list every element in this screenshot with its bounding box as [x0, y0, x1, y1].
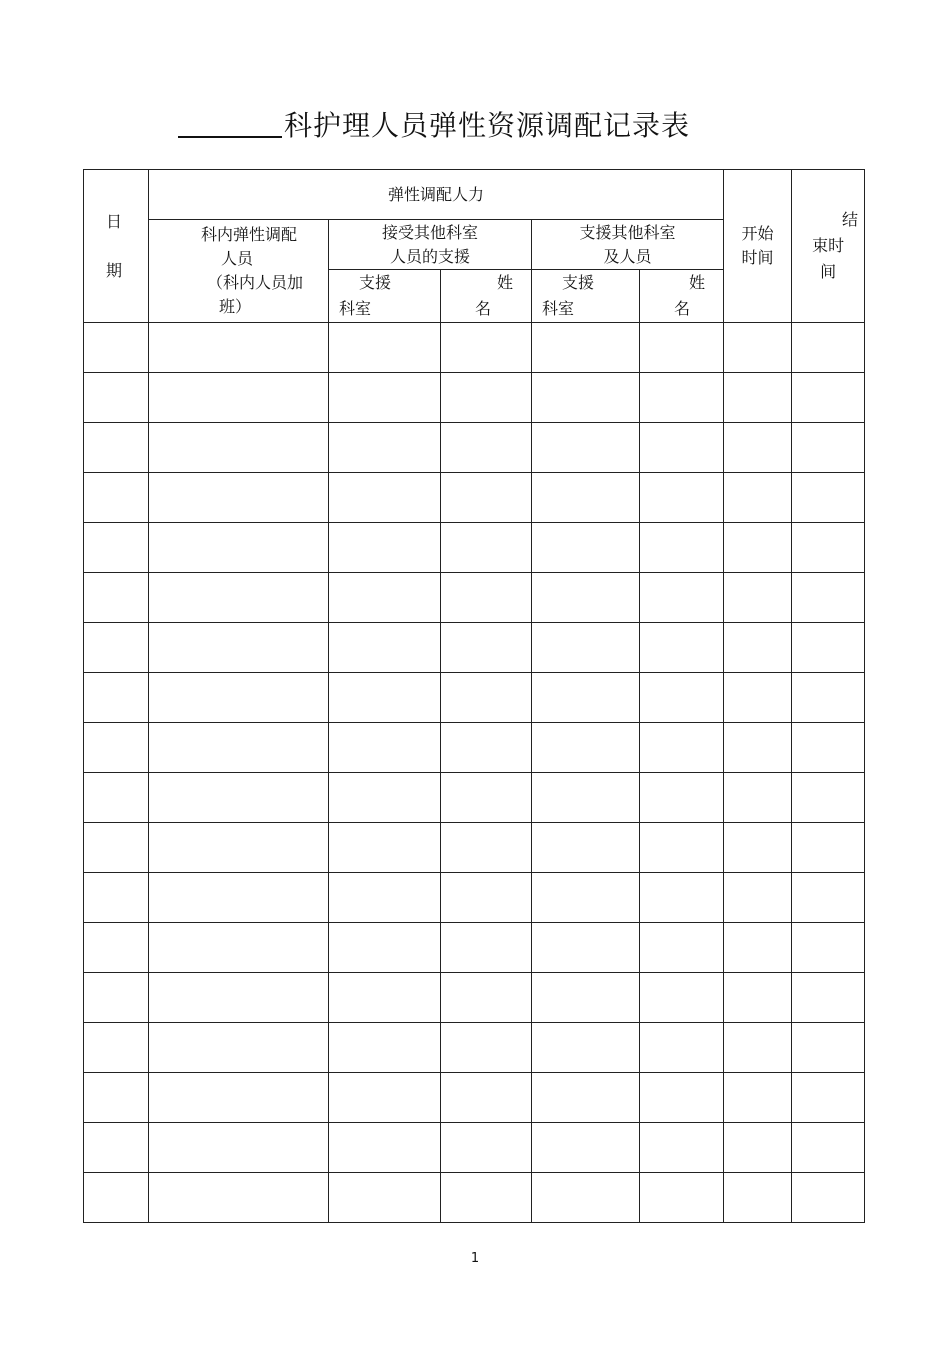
cell-give-dept[interactable] [532, 623, 640, 673]
cell-receive-dept[interactable] [329, 1023, 441, 1073]
table-row [84, 373, 865, 423]
cell-give-name[interactable] [640, 323, 724, 373]
cell-start-time[interactable] [724, 673, 792, 723]
cell-receive-dept[interactable] [329, 923, 441, 973]
cell-give-dept[interactable] [532, 1073, 640, 1123]
cell-end-time[interactable] [792, 423, 865, 473]
cell-give-name[interactable] [640, 1173, 724, 1223]
cell-date[interactable] [84, 973, 149, 1023]
cell-internal-staff[interactable] [149, 623, 329, 673]
cell-internal-staff[interactable] [149, 523, 329, 573]
cell-internal-staff[interactable] [149, 473, 329, 523]
cell-internal-staff[interactable] [149, 1073, 329, 1123]
cell-receive-name[interactable] [441, 1173, 532, 1223]
cell-date[interactable] [84, 723, 149, 773]
header-support-dept-line: 支援 [359, 273, 392, 292]
table-row [84, 773, 865, 823]
cell-start-time[interactable] [724, 973, 792, 1023]
cell-date[interactable] [84, 773, 149, 823]
cell-date[interactable] [84, 873, 149, 923]
header-start-time-line: 开始 [741, 224, 774, 243]
cell-start-time[interactable] [724, 1173, 792, 1223]
cell-receive-name[interactable] [441, 373, 532, 423]
cell-end-time[interactable] [792, 323, 865, 373]
cell-date[interactable] [84, 423, 149, 473]
header-support-dept-receive [329, 270, 441, 323]
cell-internal-staff[interactable] [149, 323, 329, 373]
header-name-give [640, 270, 724, 323]
table-row [84, 323, 865, 373]
cell-receive-name[interactable] [441, 1073, 532, 1123]
cell-date[interactable] [84, 373, 149, 423]
cell-internal-staff[interactable] [149, 573, 329, 623]
cell-internal-staff[interactable] [149, 773, 329, 823]
header-internal-staff [149, 220, 329, 323]
page-title [178, 100, 690, 144]
cell-date[interactable] [84, 673, 149, 723]
cell-end-time[interactable] [792, 823, 865, 873]
cell-give-dept[interactable] [532, 573, 640, 623]
cell-give-dept[interactable] [532, 723, 640, 773]
cell-give-name[interactable] [640, 1123, 724, 1173]
table-row [84, 973, 865, 1023]
cell-start-time[interactable] [724, 623, 792, 673]
cell-internal-staff[interactable] [149, 1023, 329, 1073]
cell-give-dept[interactable] [532, 373, 640, 423]
cell-give-dept[interactable] [532, 973, 640, 1023]
table-row [84, 1123, 865, 1173]
cell-receive-dept[interactable] [329, 873, 441, 923]
header-receive-support [329, 220, 532, 270]
header-internal-staff-line: （科内人员加 [207, 273, 304, 292]
cell-receive-dept[interactable] [329, 823, 441, 873]
cell-receive-dept[interactable] [329, 623, 441, 673]
cell-end-time[interactable] [792, 523, 865, 573]
header-name-receive [441, 270, 532, 323]
cell-internal-staff[interactable] [149, 723, 329, 773]
cell-end-time[interactable] [792, 873, 865, 923]
header-give-support [532, 220, 724, 270]
cell-receive-dept[interactable] [329, 523, 441, 573]
cell-give-name[interactable] [640, 723, 724, 773]
cell-date[interactable] [84, 473, 149, 523]
cell-receive-name[interactable] [441, 623, 532, 673]
cell-receive-name[interactable] [441, 473, 532, 523]
cell-give-dept[interactable] [532, 873, 640, 923]
table-row [84, 673, 865, 723]
cell-receive-name[interactable] [441, 773, 532, 823]
header-support-dept-line: 科室 [542, 299, 575, 318]
allocation-record-table [83, 169, 865, 1223]
cell-receive-name[interactable] [441, 1023, 532, 1073]
cell-start-time[interactable] [724, 1073, 792, 1123]
header-support-dept-give [532, 270, 640, 323]
cell-date[interactable] [84, 623, 149, 673]
cell-give-dept[interactable] [532, 523, 640, 573]
header-support-dept-line: 支援 [562, 273, 595, 292]
header-name-line: 名 [475, 299, 492, 318]
header-end-time-line: 间 [820, 262, 837, 281]
header-end-time-line: 结 [842, 210, 859, 229]
cell-start-time[interactable] [724, 923, 792, 973]
header-internal-staff-line: 班） [219, 297, 252, 316]
cell-receive-dept[interactable] [329, 673, 441, 723]
header-date-line: 日 [105, 212, 122, 231]
cell-internal-staff[interactable] [149, 673, 329, 723]
table-row [84, 523, 865, 573]
cell-date[interactable] [84, 1173, 149, 1223]
cell-receive-name[interactable] [441, 923, 532, 973]
cell-start-time[interactable] [724, 373, 792, 423]
cell-internal-staff[interactable] [149, 1123, 329, 1173]
header-name-line: 姓 [689, 273, 706, 292]
cell-start-time[interactable] [724, 723, 792, 773]
cell-internal-staff[interactable] [149, 423, 329, 473]
cell-end-time[interactable] [792, 723, 865, 773]
cell-date[interactable] [84, 323, 149, 373]
cell-give-dept[interactable] [532, 423, 640, 473]
cell-end-time[interactable] [792, 1073, 865, 1123]
cell-receive-name[interactable] [441, 1123, 532, 1173]
cell-give-dept[interactable] [532, 673, 640, 723]
cell-give-name[interactable] [640, 873, 724, 923]
cell-date[interactable] [84, 1023, 149, 1073]
cell-receive-name[interactable] [441, 573, 532, 623]
header-start-time [724, 170, 792, 323]
cell-start-time[interactable] [724, 323, 792, 373]
cell-give-name[interactable] [640, 373, 724, 423]
cell-give-name[interactable] [640, 773, 724, 823]
cell-end-time[interactable] [792, 473, 865, 523]
cell-receive-dept[interactable] [329, 1123, 441, 1173]
cell-give-name[interactable] [640, 423, 724, 473]
cell-start-time[interactable] [724, 873, 792, 923]
cell-give-name[interactable] [640, 923, 724, 973]
header-end-time-line: 束时 [812, 236, 845, 255]
table-row [84, 1173, 865, 1223]
cell-internal-staff[interactable] [149, 923, 329, 973]
cell-start-time[interactable] [724, 773, 792, 823]
cell-start-time[interactable] [724, 573, 792, 623]
header-end-time [792, 170, 865, 323]
cell-start-time[interactable] [724, 1023, 792, 1073]
table-row [84, 573, 865, 623]
cell-give-dept[interactable] [532, 923, 640, 973]
table-row [84, 723, 865, 773]
cell-receive-dept[interactable] [329, 1173, 441, 1223]
cell-internal-staff[interactable] [149, 1173, 329, 1223]
cell-end-time[interactable] [792, 373, 865, 423]
department-blank-line [178, 130, 282, 138]
cell-end-time[interactable] [792, 973, 865, 1023]
cell-start-time[interactable] [724, 423, 792, 473]
table-row [84, 1023, 865, 1073]
cell-receive-name[interactable] [441, 973, 532, 1023]
table-row [84, 473, 865, 523]
cell-give-name[interactable] [640, 673, 724, 723]
cell-end-time[interactable] [792, 773, 865, 823]
cell-date[interactable] [84, 573, 149, 623]
header-flex-staffing: 弹性调配人力 [149, 170, 724, 220]
header-start-time-line: 时间 [741, 248, 774, 267]
cell-give-name[interactable] [640, 623, 724, 673]
cell-give-name[interactable] [640, 1073, 724, 1123]
cell-start-time[interactable] [724, 523, 792, 573]
header-receive-support-line: 人员的支援 [389, 246, 470, 266]
header-support-dept-line: 科室 [339, 299, 372, 318]
cell-receive-name[interactable] [441, 823, 532, 873]
cell-receive-name[interactable] [441, 523, 532, 573]
cell-internal-staff[interactable] [149, 873, 329, 923]
header-name-line: 名 [674, 299, 691, 318]
cell-receive-dept[interactable] [329, 723, 441, 773]
cell-start-time[interactable] [724, 1123, 792, 1173]
cell-receive-name[interactable] [441, 323, 532, 373]
header-internal-staff-line: 人员 [221, 249, 254, 268]
cell-give-name[interactable] [640, 1023, 724, 1073]
header-give-support-line: 支援其他科室 [579, 222, 676, 242]
page-title-text: 科护理人员弹性资源调配记录表 [284, 109, 691, 142]
cell-start-time[interactable] [724, 473, 792, 523]
cell-end-time[interactable] [792, 1123, 865, 1173]
table-row [84, 423, 865, 473]
cell-end-time[interactable] [792, 1173, 865, 1223]
cell-receive-dept[interactable] [329, 1073, 441, 1123]
cell-end-time[interactable] [792, 623, 865, 673]
cell-give-dept[interactable] [532, 1123, 640, 1173]
cell-end-time[interactable] [792, 573, 865, 623]
table-row [84, 1073, 865, 1123]
cell-give-dept[interactable] [532, 1023, 640, 1073]
cell-give-dept[interactable] [532, 823, 640, 873]
cell-internal-staff[interactable] [149, 973, 329, 1023]
cell-end-time[interactable] [792, 673, 865, 723]
cell-date[interactable] [84, 923, 149, 973]
cell-receive-dept[interactable] [329, 973, 441, 1023]
cell-give-dept[interactable] [532, 323, 640, 373]
cell-receive-name[interactable] [441, 423, 532, 473]
header-date-line: 期 [105, 261, 122, 280]
cell-end-time[interactable] [792, 923, 865, 973]
cell-date[interactable] [84, 823, 149, 873]
cell-internal-staff[interactable] [149, 823, 329, 873]
cell-give-dept[interactable] [532, 1173, 640, 1223]
cell-receive-dept[interactable] [329, 773, 441, 823]
table-row [84, 823, 865, 873]
table-row [84, 873, 865, 923]
cell-internal-staff[interactable] [149, 373, 329, 423]
cell-give-name[interactable] [640, 823, 724, 873]
cell-give-name[interactable] [640, 523, 724, 573]
cell-give-name[interactable] [640, 973, 724, 1023]
table-row [84, 923, 865, 973]
header-receive-support-line: 接受其他科室 [381, 222, 478, 242]
cell-give-dept[interactable] [532, 473, 640, 523]
cell-receive-name[interactable] [441, 873, 532, 923]
cell-receive-dept[interactable] [329, 323, 441, 373]
cell-end-time[interactable] [792, 1023, 865, 1073]
cell-receive-dept[interactable] [329, 423, 441, 473]
cell-give-name[interactable] [640, 573, 724, 623]
cell-receive-name[interactable] [441, 723, 532, 773]
cell-receive-dept[interactable] [329, 473, 441, 523]
cell-date[interactable] [84, 1073, 149, 1123]
cell-start-time[interactable] [724, 823, 792, 873]
cell-date[interactable] [84, 1123, 149, 1173]
table-row [84, 623, 865, 673]
header-date [84, 170, 149, 323]
cell-receive-dept[interactable] [329, 573, 441, 623]
cell-give-name[interactable] [640, 473, 724, 523]
cell-date[interactable] [84, 523, 149, 573]
header-name-line: 姓 [496, 273, 513, 292]
cell-receive-dept[interactable] [329, 373, 441, 423]
header-internal-staff-line: 科内弹性调配 [201, 225, 298, 244]
header-give-support-line: 及人员 [603, 246, 652, 266]
cell-give-dept[interactable] [532, 773, 640, 823]
cell-receive-name[interactable] [441, 673, 532, 723]
page-number: 1 [470, 1251, 480, 1266]
